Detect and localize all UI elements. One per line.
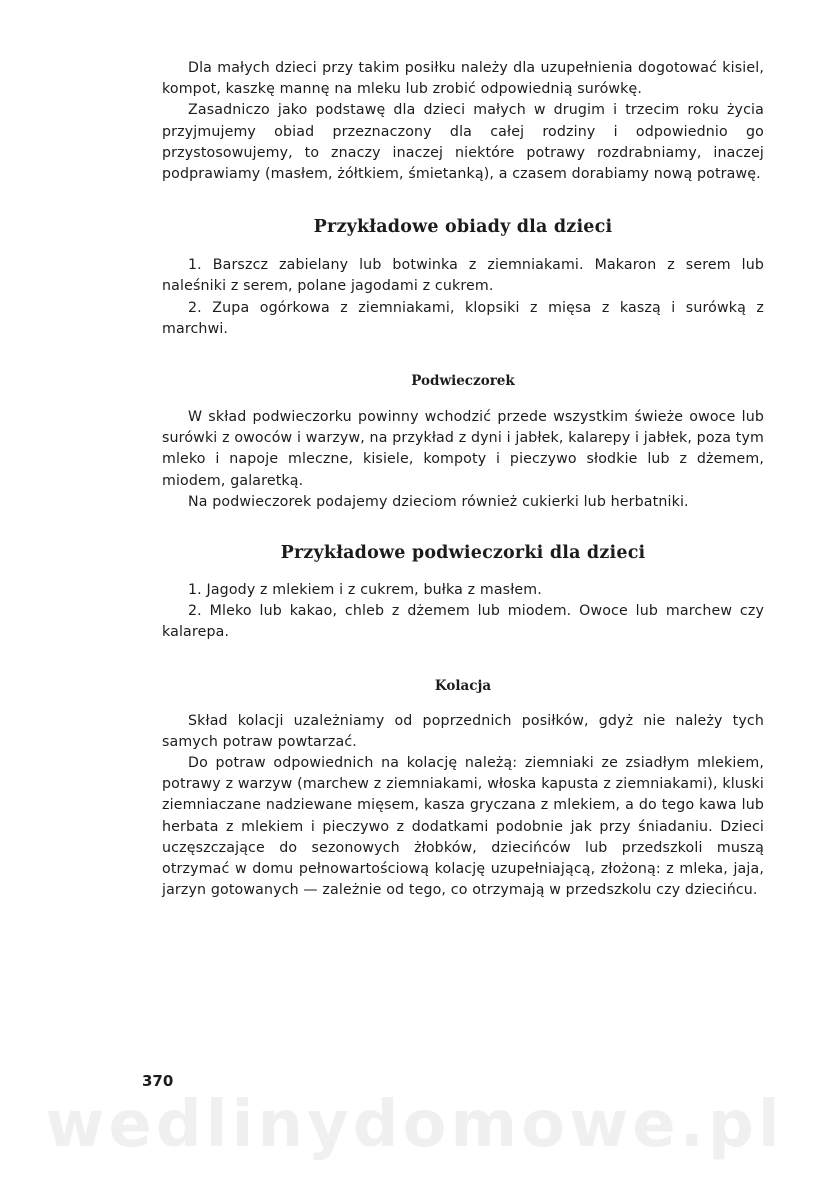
podwieczorki-item-1: 1. Jagody z mlekiem i z cukrem, bułka z masłem. — [188, 582, 542, 599]
podwieczorki-item-2: 2. Mleko lub kakao, chleb z dżemem lub miodem. Owoce lub marchew czy kalarepa. — [162, 603, 764, 641]
intro-paragraph-1: Dla małych dzieci przy takim posiłku należy dla uzupełnienia dogotować kisiel, kompot, kaszkę mannę na mleku lub zrobić odpowiednią surówkę. — [162, 60, 764, 98]
heading-podwieczorek: Podwieczorek — [411, 373, 515, 390]
kolacja-paragraph-1: Skład kolacji uzależniamy od poprzednich posiłków, gdyż nie należy tych samych potraw powtarzać. — [162, 712, 764, 750]
heading-kolacja: Kolacja — [434, 677, 492, 694]
obiady-item-1: 1. Barszcz zabielany lub botwinka z ziemniakami. Makaron z serem lub naleśniki z serem, polane jagodami z cukrem. — [162, 257, 764, 295]
podwieczorek-paragraph-1: W skład podwieczorku powinny wchodzić przede wszystkim świeże owoce lub surówki z owoców i warzyw, na przykład z dyni i jabłek, kalarepy i jabłek, poza tym mleko i napoje mleczne, kisiele, kompoty i pieczywo słodkie lub z dżemem, miodem, galaretką. — [162, 409, 764, 489]
heading-obiady: Przykładowe obiady dla dzieci — [313, 217, 613, 238]
page-number: 370 — [142, 1072, 174, 1090]
intro-paragraph-2: Zasadniczo jako podstawę dla dzieci małych w drugim i trzecim roku życia przyjmujemy obiad przeznaczony dla całej rodziny i odpowiednio go przystosowujemy, to znaczy inaczej niektóre potrawy rozdrabniamy, inaczej podprawiamy (masłem, żółtkiem, śmietanką), a czasem dorabiamy nową potrawę. — [162, 102, 764, 183]
obiady-item-2: 2. Zupa ogórkowa z ziemniakami, klopsiki z mięsa z kaszą i surówką z marchwi. — [162, 299, 764, 337]
kolacja-paragraph-2: Do potraw odpowiednich na kolację należą: ziemniaki ze zsiadłym mlekiem, potrawy z warzyw (marchew z ziemniakami, włoska kapusta z ziemniakami), kluski ziemniaczane nadziewane mięsem, kasza gryczana z mlekiem, a do tego kawa lub herbata z mlekiem i pieczywo z dodatkami podobnie jak przy śniadaniu. Dzieci uczęszczające do sezonowych żłobków, dziecińców lub przedszkoli muszą otrzymać w domu pełnowartościową kolację uzupełniającą, złożoną: z mleka, jaja, jarzyn gotowanych — zależnie od tego, co otrzymają w przedszkolu czy dziecińcu. — [162, 755, 764, 899]
page-content — [162, 58, 764, 901]
watermark-text: wedlinydomowe.pl — [45, 1088, 784, 1162]
heading-podwieczorki-przyklady: Przykładowe podwieczorki dla dzieci — [280, 543, 646, 564]
podwieczorek-paragraph-2: Na podwieczorek podajemy dzieciom również cukierki lub herbatniki. — [188, 493, 689, 510]
